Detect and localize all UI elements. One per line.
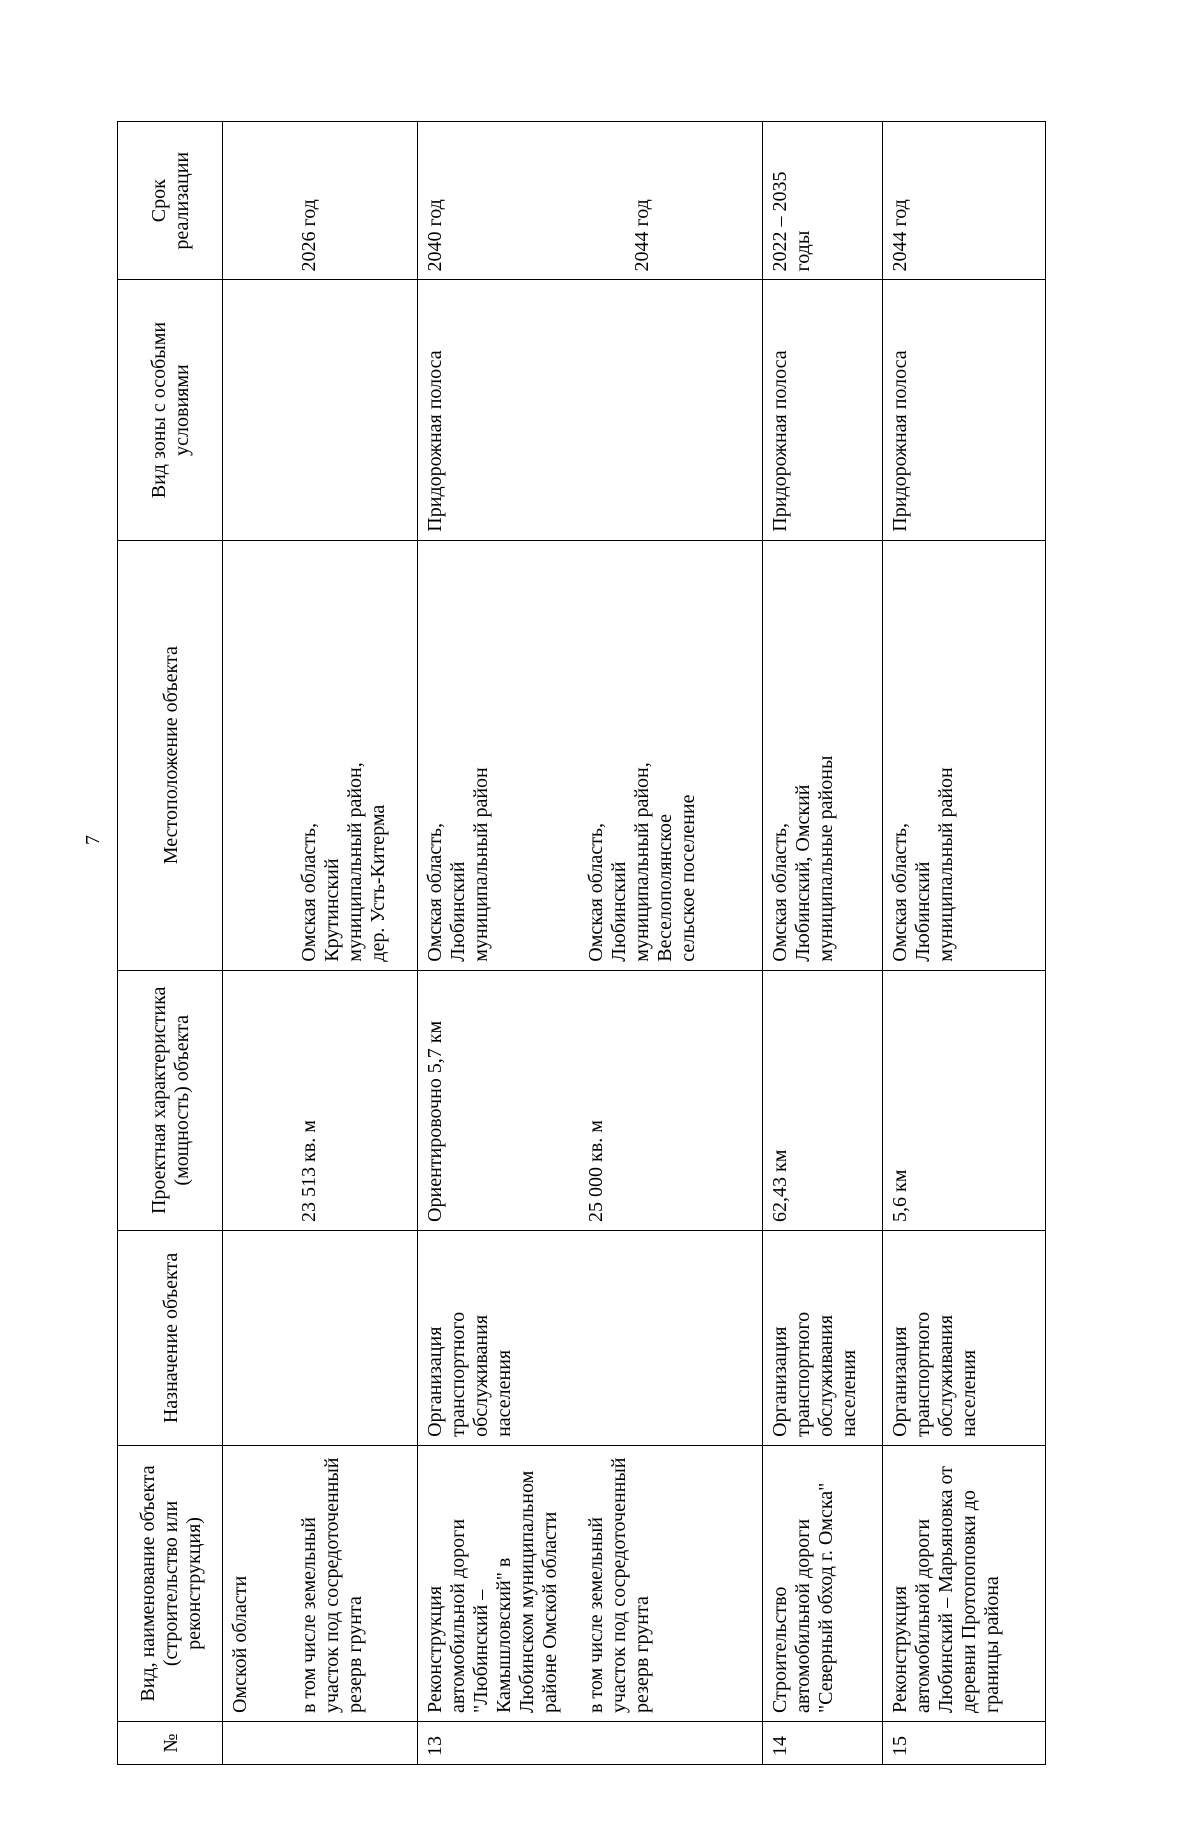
cell-name	[223, 1445, 418, 1721]
row-number: 14	[763, 1722, 883, 1765]
header-capacity: Проектная характеристика (мощность) объекта	[118, 970, 223, 1230]
object-zone: Придорожная полоса	[883, 280, 1046, 540]
row-number	[223, 1722, 418, 1765]
object-name: Реконструкция автомобильной дороги Любинский – Марьяновка от деревни Протопоповки до границы района	[883, 1445, 1046, 1721]
object-term-sub: 2044 год	[631, 199, 653, 272]
page-number: 7	[82, 835, 104, 845]
cell-location	[223, 540, 418, 970]
cell-location	[418, 540, 763, 970]
header-zone: Вид зоны с особыми условиями	[118, 280, 223, 540]
object-location-sub: Омская область, Любинский муниципальный район, Веселополянское сельское поселение	[585, 762, 699, 962]
object-term: 2040 год	[424, 199, 446, 272]
object-name-sub: в том числе земельный участок под сосредоточенный резерв грунта	[298, 1457, 366, 1714]
cell-term	[223, 122, 418, 280]
header-name: Вид, наименование объекта (строительство или реконструкция)	[118, 1445, 223, 1721]
object-term: 2044 год	[883, 122, 1046, 280]
table-row	[418, 122, 763, 1765]
object-purpose: Организация транспортного обслуживания населения	[763, 1230, 883, 1445]
object-zone: Придорожная полоса	[763, 280, 883, 540]
object-name: Строительство автомобильной дороги "Северный обход г. Омска"	[763, 1445, 883, 1721]
cell-capacity	[418, 970, 763, 1230]
header-location: Местоположение объекта	[118, 540, 223, 970]
cell-capacity	[223, 970, 418, 1230]
table-row	[883, 122, 1046, 1765]
header-num: №	[118, 1722, 223, 1765]
object-location: Омская область, Любинский муниципальный район	[883, 540, 1046, 970]
row-number: 15	[883, 1722, 1046, 1765]
cell-name	[418, 1445, 763, 1721]
object-purpose: Организация транспортного обслуживания населения	[418, 1230, 763, 1445]
object-name-sub: в том числе земельный участок под сосредоточенный резерв грунта	[585, 1457, 653, 1714]
table-row	[763, 122, 883, 1765]
objects-table	[117, 121, 1046, 1765]
cell-term	[418, 122, 763, 280]
object-location-sub: Омская область, Крутинский муниципальный район, дер. Усть-Китерма	[298, 762, 389, 962]
object-capacity: Ориентировочно 5,7 км	[424, 1020, 446, 1222]
object-capacity: 5,6 км	[883, 970, 1046, 1230]
table-row	[223, 122, 418, 1765]
object-location: Омская область, Любинский, Омский муниципальные районы	[763, 540, 883, 970]
rotated-page	[117, 121, 1045, 1825]
object-name: Омской области	[229, 1575, 251, 1714]
object-term: 2022 – 2035 годы	[763, 122, 883, 280]
header-row	[118, 122, 223, 1765]
object-capacity-sub: 25 000 кв. м	[585, 1120, 607, 1222]
object-capacity-sub: 23 513 кв. м	[298, 1120, 320, 1222]
object-purpose: Организация транспортного обслуживания населения	[883, 1230, 1046, 1445]
object-zone: Придорожная полоса	[418, 280, 763, 540]
object-location: Омская область, Любинский муниципальный район	[424, 767, 492, 962]
object-name: Реконструкция автомобильной дороги "Любинский – Камышловский" в Любинском муниципальном районе Омской области	[424, 1470, 561, 1714]
row-number: 13	[418, 1722, 763, 1765]
object-zone	[223, 280, 418, 540]
object-capacity: 62,43 км	[763, 970, 883, 1230]
header-purpose: Назначение объекта	[118, 1230, 223, 1445]
header-term: Срок реализации	[118, 122, 223, 280]
object-purpose	[223, 1230, 418, 1445]
object-term-sub: 2026 год	[298, 199, 320, 272]
